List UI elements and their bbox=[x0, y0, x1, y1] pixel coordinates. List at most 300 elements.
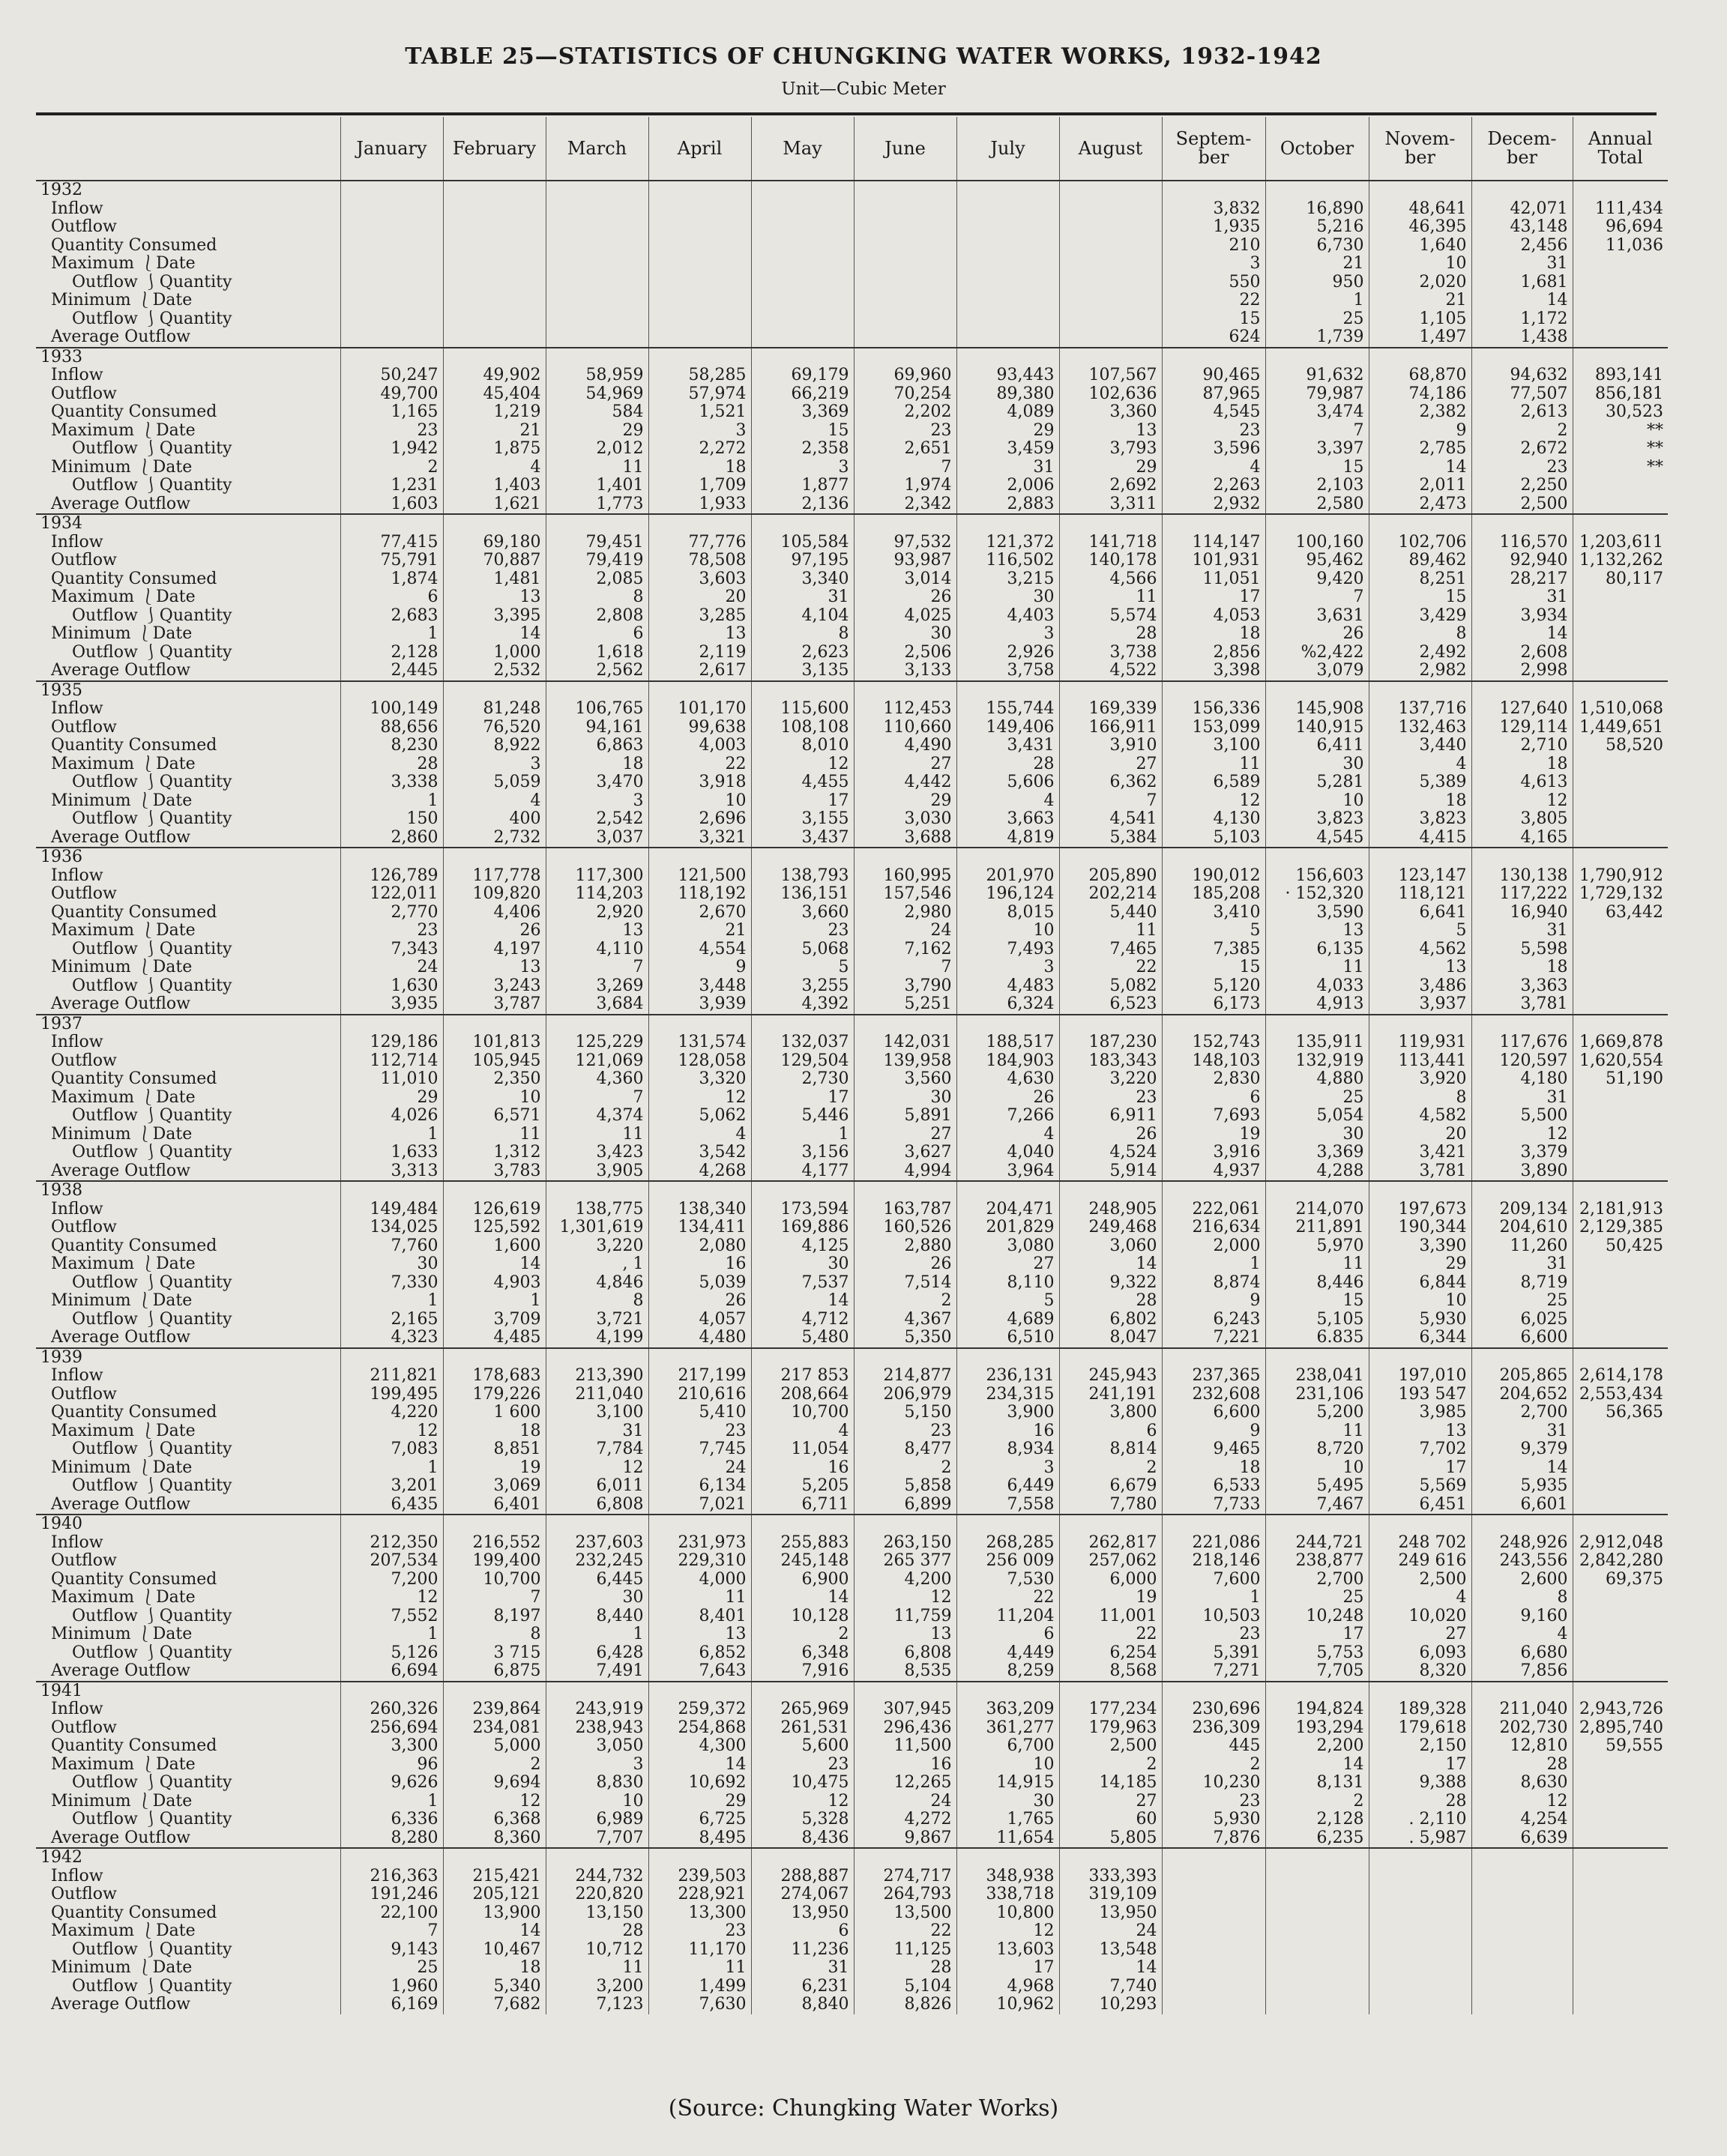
data-cell bbox=[1162, 1996, 1265, 2014]
column-header: Decem-ber bbox=[1471, 117, 1573, 181]
row-label: Outflow ⎰Quantity bbox=[72, 1940, 232, 1959]
data-cell bbox=[1573, 1829, 1668, 1849]
data-cell: 121,372 bbox=[956, 534, 1059, 552]
table-row bbox=[36, 1737, 1668, 1756]
data-cell: 11 bbox=[648, 1959, 751, 1978]
data-cell: 89,380 bbox=[956, 385, 1059, 404]
data-cell: 31 bbox=[1471, 922, 1573, 940]
data-cell: 8,535 bbox=[854, 1662, 956, 1682]
empty-cell bbox=[751, 1348, 854, 1368]
data-cell bbox=[648, 218, 751, 237]
table-row bbox=[36, 1978, 1668, 1996]
data-cell: 13 bbox=[1369, 1422, 1471, 1441]
data-cell: 7,123 bbox=[546, 1996, 648, 2014]
data-cell: 4,522 bbox=[1059, 662, 1162, 681]
data-cell: 17 bbox=[1369, 1459, 1471, 1478]
data-cell: 30,523 bbox=[1573, 403, 1668, 422]
empty-cell bbox=[1369, 181, 1471, 200]
empty-cell bbox=[546, 1348, 648, 1368]
data-cell: 211,040 bbox=[546, 1386, 648, 1404]
row-label: Average Outflow bbox=[51, 995, 190, 1013]
data-cell: 126,789 bbox=[340, 867, 443, 886]
data-cell: 59,555 bbox=[1573, 1737, 1668, 1756]
row-label: Minimum ⎱Date bbox=[51, 625, 193, 643]
data-cell: 4 bbox=[751, 1422, 854, 1441]
data-cell: 28 bbox=[1471, 1756, 1573, 1775]
data-cell: 15 bbox=[1162, 310, 1265, 329]
data-cell: 2,696 bbox=[648, 810, 751, 829]
data-cell: 6,600 bbox=[1471, 1329, 1573, 1348]
data-cell: 5,120 bbox=[1162, 977, 1265, 996]
table-row bbox=[36, 534, 1668, 552]
data-cell bbox=[1162, 1885, 1265, 1904]
year-row bbox=[36, 181, 1668, 200]
data-cell: 6,025 bbox=[1471, 1311, 1573, 1329]
data-cell: 4,541 bbox=[1059, 810, 1162, 829]
data-cell: 23 bbox=[1162, 422, 1265, 441]
data-cell: 7,916 bbox=[751, 1662, 854, 1682]
empty-cell bbox=[751, 1181, 854, 1201]
table-row bbox=[36, 792, 1668, 811]
empty-cell bbox=[1573, 1515, 1668, 1534]
empty-cell bbox=[751, 848, 854, 867]
data-cell bbox=[1573, 1662, 1668, 1682]
data-cell: 215,421 bbox=[443, 1867, 546, 1886]
data-cell: 87,965 bbox=[1162, 385, 1265, 404]
year-row bbox=[36, 681, 1668, 701]
data-cell: 228,921 bbox=[648, 1885, 751, 1904]
data-cell bbox=[1573, 1107, 1668, 1126]
empty-cell bbox=[854, 348, 956, 367]
data-cell: 3,313 bbox=[340, 1162, 443, 1182]
data-cell bbox=[956, 274, 1059, 292]
data-cell: 11 bbox=[546, 1959, 648, 1978]
table-row bbox=[36, 237, 1668, 256]
data-cell: 2,700 bbox=[1471, 1404, 1573, 1422]
row-label: Outflow ⎰Quantity bbox=[72, 273, 232, 292]
data-cell: 8,401 bbox=[648, 1607, 751, 1626]
empty-cell bbox=[1573, 848, 1668, 867]
data-cell: 69,179 bbox=[751, 366, 854, 385]
data-cell: 28 bbox=[1059, 1292, 1162, 1311]
table-row bbox=[36, 1255, 1668, 1274]
data-cell: 319,109 bbox=[1059, 1885, 1162, 1904]
data-cell: 3,721 bbox=[546, 1311, 648, 1329]
empty-cell bbox=[443, 848, 546, 867]
data-cell: 13 bbox=[854, 1625, 956, 1644]
empty-cell bbox=[546, 848, 648, 867]
row-label: Minimum ⎱Date bbox=[51, 1792, 193, 1811]
data-cell: 1,874 bbox=[340, 570, 443, 589]
data-cell: 5,930 bbox=[1369, 1311, 1471, 1329]
table-row bbox=[36, 1219, 1668, 1237]
data-cell: 2,012 bbox=[546, 440, 648, 459]
row-label: Outflow ⎰Quantity bbox=[72, 1440, 232, 1458]
row-label: Outflow ⎰Quantity bbox=[72, 606, 232, 625]
data-cell: 2,880 bbox=[854, 1237, 956, 1256]
data-cell: 14,185 bbox=[1059, 1774, 1162, 1793]
data-cell bbox=[1573, 607, 1668, 626]
data-cell: 79,987 bbox=[1265, 385, 1369, 404]
data-cell bbox=[1573, 1941, 1668, 1960]
data-cell: 1 bbox=[1265, 292, 1369, 310]
data-cell: 13,950 bbox=[1059, 1904, 1162, 1923]
data-cell bbox=[1059, 328, 1162, 348]
table-row bbox=[36, 1292, 1668, 1311]
data-cell: 6,680 bbox=[1471, 1644, 1573, 1663]
data-cell: 149,484 bbox=[340, 1201, 443, 1219]
data-cell: 24 bbox=[1059, 1922, 1162, 1941]
data-cell: 7,271 bbox=[1162, 1662, 1265, 1682]
data-cell: 26 bbox=[854, 1255, 956, 1274]
data-cell: 6,694 bbox=[340, 1662, 443, 1682]
empty-cell bbox=[546, 1515, 648, 1534]
data-cell: 6,362 bbox=[1059, 773, 1162, 792]
table-row bbox=[36, 1719, 1668, 1738]
row-label: Quantity Consumed bbox=[51, 1404, 217, 1422]
data-cell: 4 bbox=[956, 792, 1059, 811]
data-cell bbox=[1573, 755, 1668, 774]
empty-cell bbox=[443, 1348, 546, 1368]
data-cell: 15 bbox=[751, 422, 854, 441]
data-cell: 126,619 bbox=[443, 1201, 546, 1219]
data-cell: 2,150 bbox=[1369, 1737, 1471, 1756]
row-label: Inflow bbox=[51, 1200, 103, 1219]
data-cell: 18 bbox=[1471, 755, 1573, 774]
data-cell: 1,510,068 bbox=[1573, 700, 1668, 719]
data-cell: 31 bbox=[1471, 1089, 1573, 1108]
data-cell: 122,011 bbox=[340, 885, 443, 904]
data-cell: 31 bbox=[1471, 255, 1573, 274]
table-row bbox=[36, 737, 1668, 755]
data-cell: 14 bbox=[1471, 1459, 1573, 1478]
data-cell: 268,285 bbox=[956, 1534, 1059, 1553]
data-cell bbox=[546, 218, 648, 237]
data-cell: %2,422 bbox=[1265, 644, 1369, 662]
data-cell: 21 bbox=[1265, 255, 1369, 274]
row-label: Quantity Consumed bbox=[51, 570, 217, 588]
data-cell: 10 bbox=[546, 1793, 648, 1811]
data-cell bbox=[956, 218, 1059, 237]
data-cell: 16 bbox=[648, 1255, 751, 1274]
empty-cell bbox=[1573, 514, 1668, 534]
empty-cell bbox=[1059, 1015, 1162, 1034]
data-cell: 211,821 bbox=[340, 1367, 443, 1386]
data-cell bbox=[1573, 495, 1668, 515]
data-cell bbox=[1059, 218, 1162, 237]
data-cell: 2,473 bbox=[1369, 495, 1471, 515]
data-cell: 7,385 bbox=[1162, 940, 1265, 959]
data-cell bbox=[1573, 1589, 1668, 1607]
data-cell: 2,445 bbox=[340, 662, 443, 681]
data-cell: 7 bbox=[1265, 422, 1369, 441]
column-header: January bbox=[340, 117, 443, 181]
data-cell: 10,503 bbox=[1162, 1607, 1265, 1626]
data-cell: 6,711 bbox=[751, 1496, 854, 1515]
data-cell: 241,191 bbox=[1059, 1386, 1162, 1404]
data-cell bbox=[443, 237, 546, 256]
data-cell: 6,336 bbox=[340, 1811, 443, 1829]
data-cell bbox=[648, 237, 751, 256]
data-cell bbox=[751, 255, 854, 274]
data-cell: 245,943 bbox=[1059, 1367, 1162, 1386]
row-label: Minimum ⎱Date bbox=[51, 1125, 193, 1144]
data-cell bbox=[1573, 662, 1668, 681]
data-cell: 2,136 bbox=[751, 495, 854, 515]
data-cell: 28 bbox=[854, 1959, 956, 1978]
data-cell: 30 bbox=[854, 1089, 956, 1108]
data-cell: 2,272 bbox=[648, 440, 751, 459]
data-cell: 90,465 bbox=[1162, 366, 1265, 385]
data-cell: 21 bbox=[1369, 292, 1471, 310]
empty-cell bbox=[648, 681, 751, 701]
data-cell: 5,039 bbox=[648, 1274, 751, 1293]
data-cell: 5,105 bbox=[1265, 1311, 1369, 1329]
data-cell: 6,571 bbox=[443, 1107, 546, 1126]
table-row bbox=[36, 1440, 1668, 1459]
data-cell: 3,437 bbox=[751, 829, 854, 848]
row-label: Maximum ⎱Date bbox=[51, 1088, 196, 1107]
data-cell: 201,829 bbox=[956, 1219, 1059, 1237]
data-cell bbox=[1573, 995, 1668, 1015]
empty-cell bbox=[648, 1348, 751, 1368]
data-cell: 5,251 bbox=[854, 995, 956, 1015]
empty-cell bbox=[956, 1848, 1059, 1867]
data-cell: 3,030 bbox=[854, 810, 956, 829]
data-cell bbox=[1573, 328, 1668, 348]
data-cell: 179,226 bbox=[443, 1386, 546, 1404]
data-cell: 4,689 bbox=[956, 1311, 1059, 1329]
empty-cell bbox=[443, 1515, 546, 1534]
data-cell: 22 bbox=[1059, 958, 1162, 977]
data-cell: 1,401 bbox=[546, 477, 648, 495]
data-cell: 1,960 bbox=[340, 1978, 443, 1996]
data-cell: 12 bbox=[854, 1589, 956, 1607]
data-cell: 1,877 bbox=[751, 477, 854, 495]
row-label: Minimum ⎱Date bbox=[51, 458, 193, 477]
column-header: June bbox=[854, 117, 956, 181]
data-cell: 254,868 bbox=[648, 1719, 751, 1738]
source-note: (Source: Chungking Water Works) bbox=[668, 2095, 1059, 2122]
empty-cell bbox=[648, 1181, 751, 1201]
table-row bbox=[36, 867, 1668, 886]
empty-cell bbox=[648, 181, 751, 200]
data-cell: 23 bbox=[648, 1922, 751, 1941]
data-cell: 3 bbox=[1162, 255, 1265, 274]
data-cell: 4,360 bbox=[546, 1070, 648, 1089]
data-cell bbox=[648, 255, 751, 274]
empty-cell bbox=[854, 681, 956, 701]
year-label: 1938 bbox=[36, 1181, 340, 1201]
data-cell: 7,266 bbox=[956, 1107, 1059, 1126]
data-cell: 3 bbox=[956, 625, 1059, 644]
data-cell: 216,552 bbox=[443, 1534, 546, 1553]
data-cell bbox=[1573, 1292, 1668, 1311]
data-cell bbox=[1573, 625, 1668, 644]
data-cell: 6,844 bbox=[1369, 1274, 1471, 1293]
data-cell: 3,905 bbox=[546, 1162, 648, 1182]
data-cell: 121,069 bbox=[546, 1052, 648, 1071]
table-row bbox=[36, 552, 1668, 570]
data-cell: 348,938 bbox=[956, 1867, 1059, 1886]
data-cell: 6,899 bbox=[854, 1496, 956, 1515]
data-cell: 5,200 bbox=[1265, 1404, 1369, 1422]
data-cell bbox=[854, 255, 956, 274]
data-cell: 77,415 bbox=[340, 534, 443, 552]
data-cell: 207,534 bbox=[340, 1552, 443, 1571]
row-label: Maximum ⎱Date bbox=[51, 421, 196, 440]
data-cell: 10 bbox=[443, 1089, 546, 1108]
empty-cell bbox=[1265, 681, 1369, 701]
data-cell: 5,935 bbox=[1471, 1477, 1573, 1496]
data-cell: 70,254 bbox=[854, 385, 956, 404]
data-cell: 8,495 bbox=[648, 1829, 751, 1849]
data-cell bbox=[443, 328, 546, 348]
data-cell: 7,643 bbox=[648, 1662, 751, 1682]
data-cell bbox=[956, 237, 1059, 256]
data-cell: 18 bbox=[1162, 625, 1265, 644]
data-cell: 363,209 bbox=[956, 1700, 1059, 1719]
data-cell: 16 bbox=[956, 1422, 1059, 1441]
data-cell bbox=[1573, 1496, 1668, 1515]
empty-cell bbox=[546, 348, 648, 367]
year-label: 1933 bbox=[36, 348, 340, 367]
data-cell: 2,700 bbox=[1265, 1571, 1369, 1589]
data-cell: 30 bbox=[1265, 1126, 1369, 1144]
data-cell: 117,676 bbox=[1471, 1033, 1573, 1052]
empty-cell bbox=[443, 181, 546, 200]
data-cell: 6 bbox=[751, 1922, 854, 1941]
data-cell: 14 bbox=[1369, 459, 1471, 477]
data-cell: 136,151 bbox=[751, 885, 854, 904]
empty-cell bbox=[648, 348, 751, 367]
data-cell: 1,630 bbox=[340, 977, 443, 996]
empty-cell bbox=[1369, 681, 1471, 701]
data-cell: 10 bbox=[1265, 1459, 1369, 1478]
empty-cell bbox=[854, 1848, 956, 1867]
empty-cell bbox=[1573, 1682, 1668, 1701]
data-cell: 6,428 bbox=[546, 1644, 648, 1663]
data-cell: 25 bbox=[1265, 1089, 1369, 1108]
data-cell: 18 bbox=[443, 1959, 546, 1978]
empty-cell bbox=[1059, 1848, 1162, 1867]
empty-cell bbox=[1369, 1848, 1471, 1867]
data-cell: 94,632 bbox=[1471, 366, 1573, 385]
data-cell bbox=[1573, 1867, 1668, 1886]
data-cell: 3,069 bbox=[443, 1477, 546, 1496]
data-cell: 157,546 bbox=[854, 885, 956, 904]
data-cell: 8,440 bbox=[546, 1607, 648, 1626]
data-cell: 3,369 bbox=[751, 403, 854, 422]
data-cell: 26 bbox=[648, 1292, 751, 1311]
data-cell: 3,790 bbox=[854, 977, 956, 996]
data-cell: 2,600 bbox=[1471, 1571, 1573, 1589]
data-cell: 27 bbox=[854, 1126, 956, 1144]
data-cell bbox=[1573, 1274, 1668, 1293]
data-cell: 9,160 bbox=[1471, 1607, 1573, 1626]
data-cell: 1,621 bbox=[443, 495, 546, 515]
data-cell: 2,080 bbox=[648, 1237, 751, 1256]
row-label: Maximum ⎱Date bbox=[51, 1755, 196, 1774]
data-cell: 5,858 bbox=[854, 1477, 956, 1496]
data-cell: 4,025 bbox=[854, 607, 956, 626]
data-cell: 29 bbox=[854, 792, 956, 811]
data-cell: 22 bbox=[956, 1589, 1059, 1607]
empty-cell bbox=[1265, 1348, 1369, 1368]
data-cell: 3,360 bbox=[1059, 403, 1162, 422]
data-cell: 9,867 bbox=[854, 1829, 956, 1849]
data-cell bbox=[340, 328, 443, 348]
data-cell bbox=[1471, 1978, 1573, 1996]
data-cell: 5,495 bbox=[1265, 1477, 1369, 1496]
row-label: Average Outflow bbox=[51, 495, 190, 513]
data-cell: 245,148 bbox=[751, 1552, 854, 1571]
data-cell: 14 bbox=[1059, 1255, 1162, 1274]
data-cell: 193,294 bbox=[1265, 1719, 1369, 1738]
table-row bbox=[36, 1422, 1668, 1441]
data-cell: 8,230 bbox=[340, 737, 443, 755]
data-cell: 1,499 bbox=[648, 1978, 751, 1996]
data-cell: 97,532 bbox=[854, 534, 956, 552]
empty-cell bbox=[340, 848, 443, 867]
row-label: Inflow bbox=[51, 533, 103, 552]
data-cell: 6,523 bbox=[1059, 995, 1162, 1015]
data-cell: 29 bbox=[1369, 1255, 1471, 1274]
data-cell bbox=[1265, 1941, 1369, 1960]
data-cell: 2,982 bbox=[1369, 662, 1471, 681]
data-cell: 16 bbox=[751, 1459, 854, 1478]
row-label: Maximum ⎱Date bbox=[51, 755, 196, 773]
column-header: Novem-ber bbox=[1369, 117, 1471, 181]
empty-cell bbox=[648, 1682, 751, 1701]
data-cell: 2,562 bbox=[546, 662, 648, 681]
year-label: 1942 bbox=[36, 1848, 340, 1867]
data-cell: 3,080 bbox=[956, 1237, 1059, 1256]
data-cell: 43,148 bbox=[1471, 218, 1573, 237]
data-cell bbox=[1162, 1978, 1265, 1996]
empty-cell bbox=[751, 681, 854, 701]
table-row bbox=[36, 1126, 1668, 1144]
data-cell: 3,590 bbox=[1265, 904, 1369, 923]
row-label: Inflow bbox=[51, 366, 103, 384]
data-cell: 2 bbox=[751, 1625, 854, 1644]
data-cell: 4,288 bbox=[1265, 1162, 1369, 1182]
data-cell: 2,943,726 bbox=[1573, 1700, 1668, 1719]
data-cell: 7,200 bbox=[340, 1571, 443, 1589]
data-cell: 5,281 bbox=[1265, 773, 1369, 792]
data-cell: 14,915 bbox=[956, 1774, 1059, 1793]
data-cell: 11 bbox=[1162, 755, 1265, 774]
data-cell: 3,542 bbox=[648, 1144, 751, 1162]
data-cell: 4,712 bbox=[751, 1311, 854, 1329]
data-cell: 49,700 bbox=[340, 385, 443, 404]
data-cell: 27 bbox=[956, 1255, 1059, 1274]
data-cell: 1,681 bbox=[1471, 274, 1573, 292]
data-cell: 2,500 bbox=[1369, 1571, 1471, 1589]
row-label: Outflow ⎰Quantity bbox=[72, 1774, 232, 1792]
data-cell: 14 bbox=[443, 625, 546, 644]
data-cell: 78,508 bbox=[648, 552, 751, 570]
data-cell bbox=[1573, 274, 1668, 292]
data-cell: 14 bbox=[751, 1589, 854, 1607]
empty-cell bbox=[1369, 1515, 1471, 1534]
data-cell bbox=[1573, 1255, 1668, 1274]
data-cell: 9,694 bbox=[443, 1774, 546, 1793]
data-cell: 2,542 bbox=[546, 810, 648, 829]
data-cell: 8,851 bbox=[443, 1440, 546, 1459]
data-cell: 13 bbox=[1265, 922, 1369, 940]
data-cell: 1,739 bbox=[1265, 328, 1369, 348]
